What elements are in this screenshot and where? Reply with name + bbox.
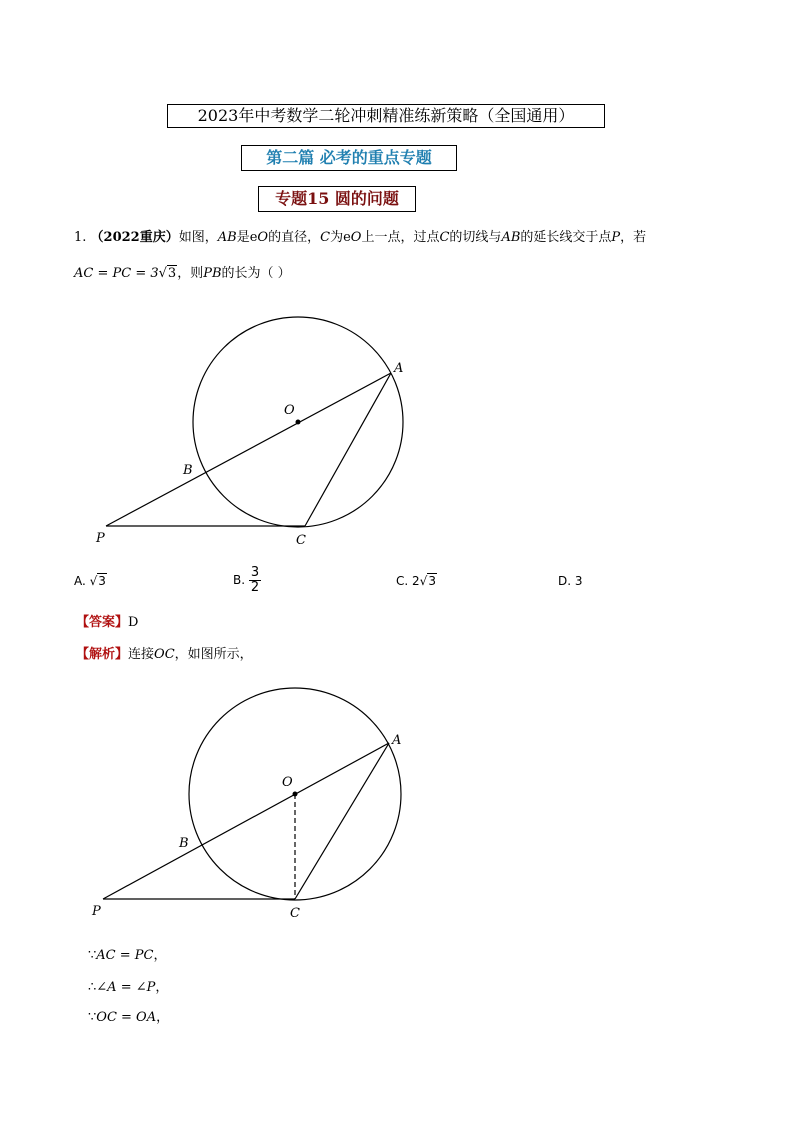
math-pb: PB	[203, 266, 222, 281]
option-a[interactable]: A. √3	[74, 574, 106, 588]
question-text: 如图，	[178, 230, 218, 245]
step-1: ∵AC = PC，	[88, 948, 167, 963]
center-point	[296, 420, 301, 425]
label-o: O	[284, 403, 295, 418]
figure-2	[0, 680, 794, 930]
line-pa	[103, 743, 389, 899]
label-a: A	[394, 361, 404, 376]
answer-tag: 【答案】	[76, 615, 129, 630]
math-p: P	[611, 230, 621, 245]
question-number: 1.	[74, 230, 87, 245]
option-b[interactable]: B. $\frac{3}{2}$	[233, 565, 260, 595]
answer-line	[76, 611, 138, 630]
label-a: A	[392, 733, 402, 748]
label-c: C	[296, 533, 306, 548]
analysis-line: 【解析】连接OC，如图所示，	[76, 647, 253, 662]
math-ab: AB	[501, 230, 521, 245]
fraction: $\frac{3}{2}$	[250, 565, 260, 595]
question-text: ，则	[177, 266, 204, 281]
sqrt-sign: √3	[158, 266, 177, 281]
question-text: 是	[236, 230, 250, 245]
math-o: O	[257, 230, 269, 245]
label-c: C	[290, 906, 300, 921]
option-d[interactable]: D. 3	[558, 574, 583, 588]
topic-title: 专题15 圆的问题	[258, 186, 416, 212]
step-2: ∴∠A = ∠P，	[88, 980, 169, 995]
option-c[interactable]: C. 2√3	[396, 574, 436, 588]
label-b: B	[179, 836, 189, 851]
analysis-tag: 【解析】	[76, 647, 129, 662]
question-text: 的切线与	[449, 230, 502, 245]
question-source: （2022重庆）	[90, 230, 179, 245]
label-p: P	[92, 904, 101, 919]
math-ab: AB	[217, 230, 237, 245]
question-line-1	[74, 226, 646, 245]
question-text: 的长为（ ）	[221, 266, 291, 281]
label-o: O	[282, 775, 293, 790]
question-text: ，若	[620, 230, 647, 245]
question-text: 的延长线交于点	[520, 230, 612, 245]
line-ac	[295, 743, 389, 899]
center-point	[293, 792, 298, 797]
figure-1	[0, 300, 794, 560]
math-c: C	[439, 230, 450, 245]
question-text: 的直径，	[268, 230, 321, 245]
document-title: 2023年中考数学二轮冲刺精准练新策略（全国通用）	[167, 104, 605, 128]
part-title: 第二篇 必考的重点专题	[241, 145, 457, 171]
question-text: 上一点，过点	[361, 230, 440, 245]
question-text: 为	[330, 230, 344, 245]
circle-symbol: e	[343, 230, 351, 245]
math-o: O	[350, 230, 362, 245]
math-c: C	[320, 230, 331, 245]
label-p: P	[96, 531, 105, 546]
step-3: ∵OC = OA，	[88, 1010, 170, 1025]
math-oc: OC	[154, 647, 175, 662]
sqrt-sign: √3	[89, 574, 106, 588]
math-condition: AC = PC = 3	[74, 266, 159, 281]
circle-symbol: e	[249, 230, 258, 245]
label-b: B	[183, 463, 193, 478]
question-line-2	[74, 262, 291, 281]
sqrt-sign: √3	[419, 574, 436, 588]
answer-value: D	[128, 615, 139, 630]
